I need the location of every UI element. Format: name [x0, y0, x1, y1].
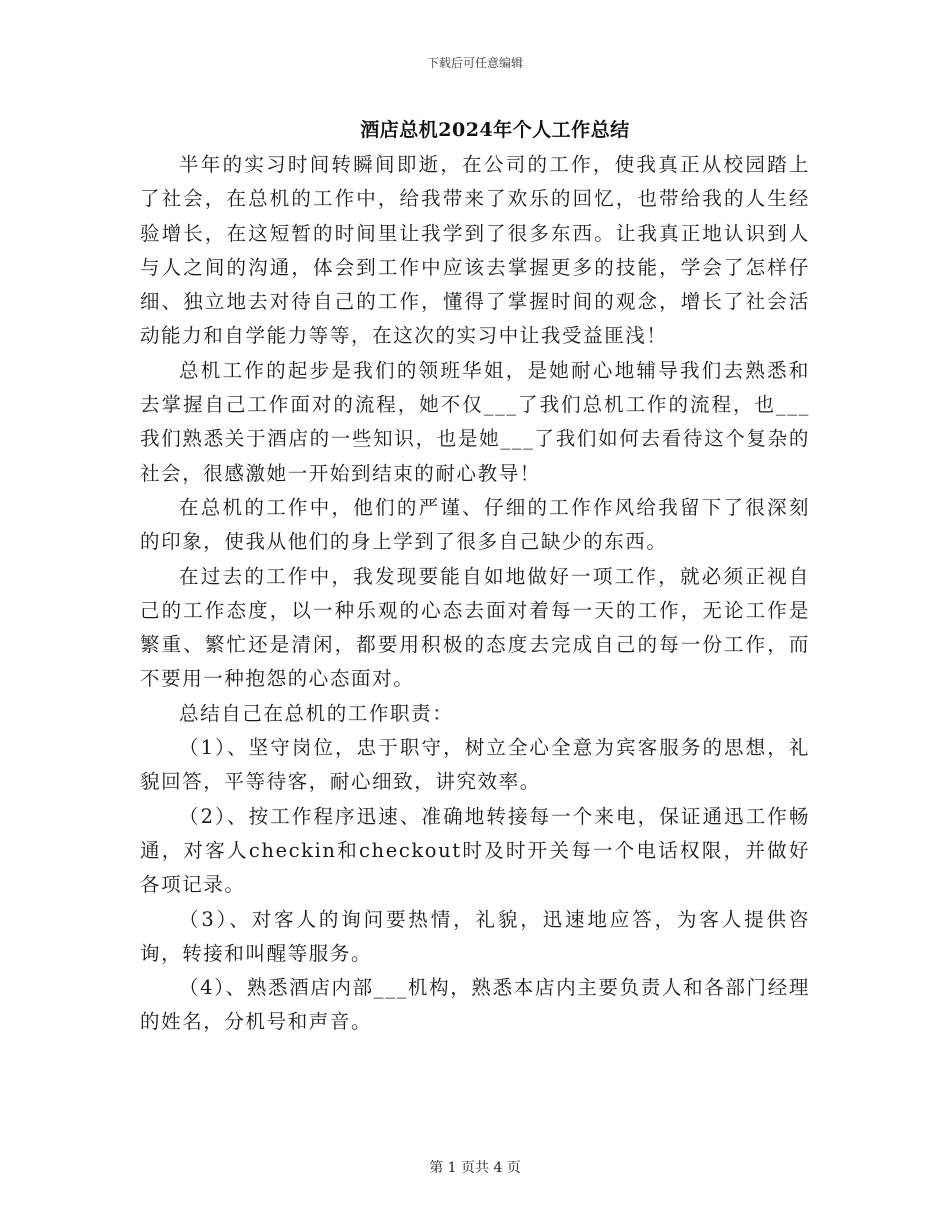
paragraph-duty-4: （4）、熟悉酒店内部___机构，熟悉本店内主要负责人和各部门经理的姓名，分机号和声音。 — [140, 976, 810, 1034]
paragraph-intro: 半年的实习时间转瞬间即逝，在公司的工作，使我真正从校园踏上了社会，在总机的工作中，给我带来了欢乐的回忆，也带给我的人生经验增长，在这短暂的时间里让我学到了很多东西。让我真正地认识到人与人之间的沟通，体会到工作中应该去掌握更多的技能，学会了怎样仔细、独立地去对待自己的工作，懂得了掌握时间的观念，增长了社会活动能力和自学能力等等，在这次的实习中让我受益匪浅！ — [140, 153, 810, 348]
paragraph-duty-3: （3）、对客人的询问要热情，礼貌，迅速地应答，为客人提供咨询，转接和叫醒等服务。 — [140, 907, 810, 965]
paragraph-duty-2: （2）、按工作程序迅速、准确地转接每一个来电，保证通迅工作畅通，对客人checkin和checkout时及时开关每一个电话权限，并做好各项记录。 — [140, 804, 810, 897]
header-note: 下载后可任意编辑 — [426, 56, 523, 70]
paragraph-mentor: 总机工作的起步是我们的领班华姐，是她耐心地辅导我们去熟悉和去掌握自己工作面对的流程，她不仅___了我们总机工作的流程，也___我们熟悉关于酒店的一些知识，也是她___了我们如何去看待这个复杂的社会，很感激她一开始到结束的耐心教导！ — [140, 358, 810, 485]
paragraph-colleagues: 在总机的工作中，他们的严谨、仔细的工作作风给我留下了很深刻的印象，使我从他们的身上学到了很多自己缺少的东西。 — [140, 495, 810, 554]
document-title: 酒店总机2024年个人工作总结 — [360, 119, 630, 141]
paragraph-duties-heading: 总结自己在总机的工作职责： — [179, 701, 454, 725]
page-indicator: 第 1 页共 4 页 — [429, 1160, 521, 1176]
document-body — [140, 148, 810, 1040]
paragraph-duty-1: （1）、坚守岗位，忠于职守，树立全心全意为宾客服务的思想，礼貌回答，平等待客，耐心细致，讲究效率。 — [140, 736, 810, 794]
paragraph-attitude: 在过去的工作中，我发现要能自如地做好一项工作，就必须正视自己的工作态度，以一种乐观的心态去面对着每一天的工作，无论工作是繁重、繁忙还是清闲，都要用积极的态度去完成自己的每一份工作，而不要用一种抱怨的心态面对。 — [140, 564, 810, 691]
